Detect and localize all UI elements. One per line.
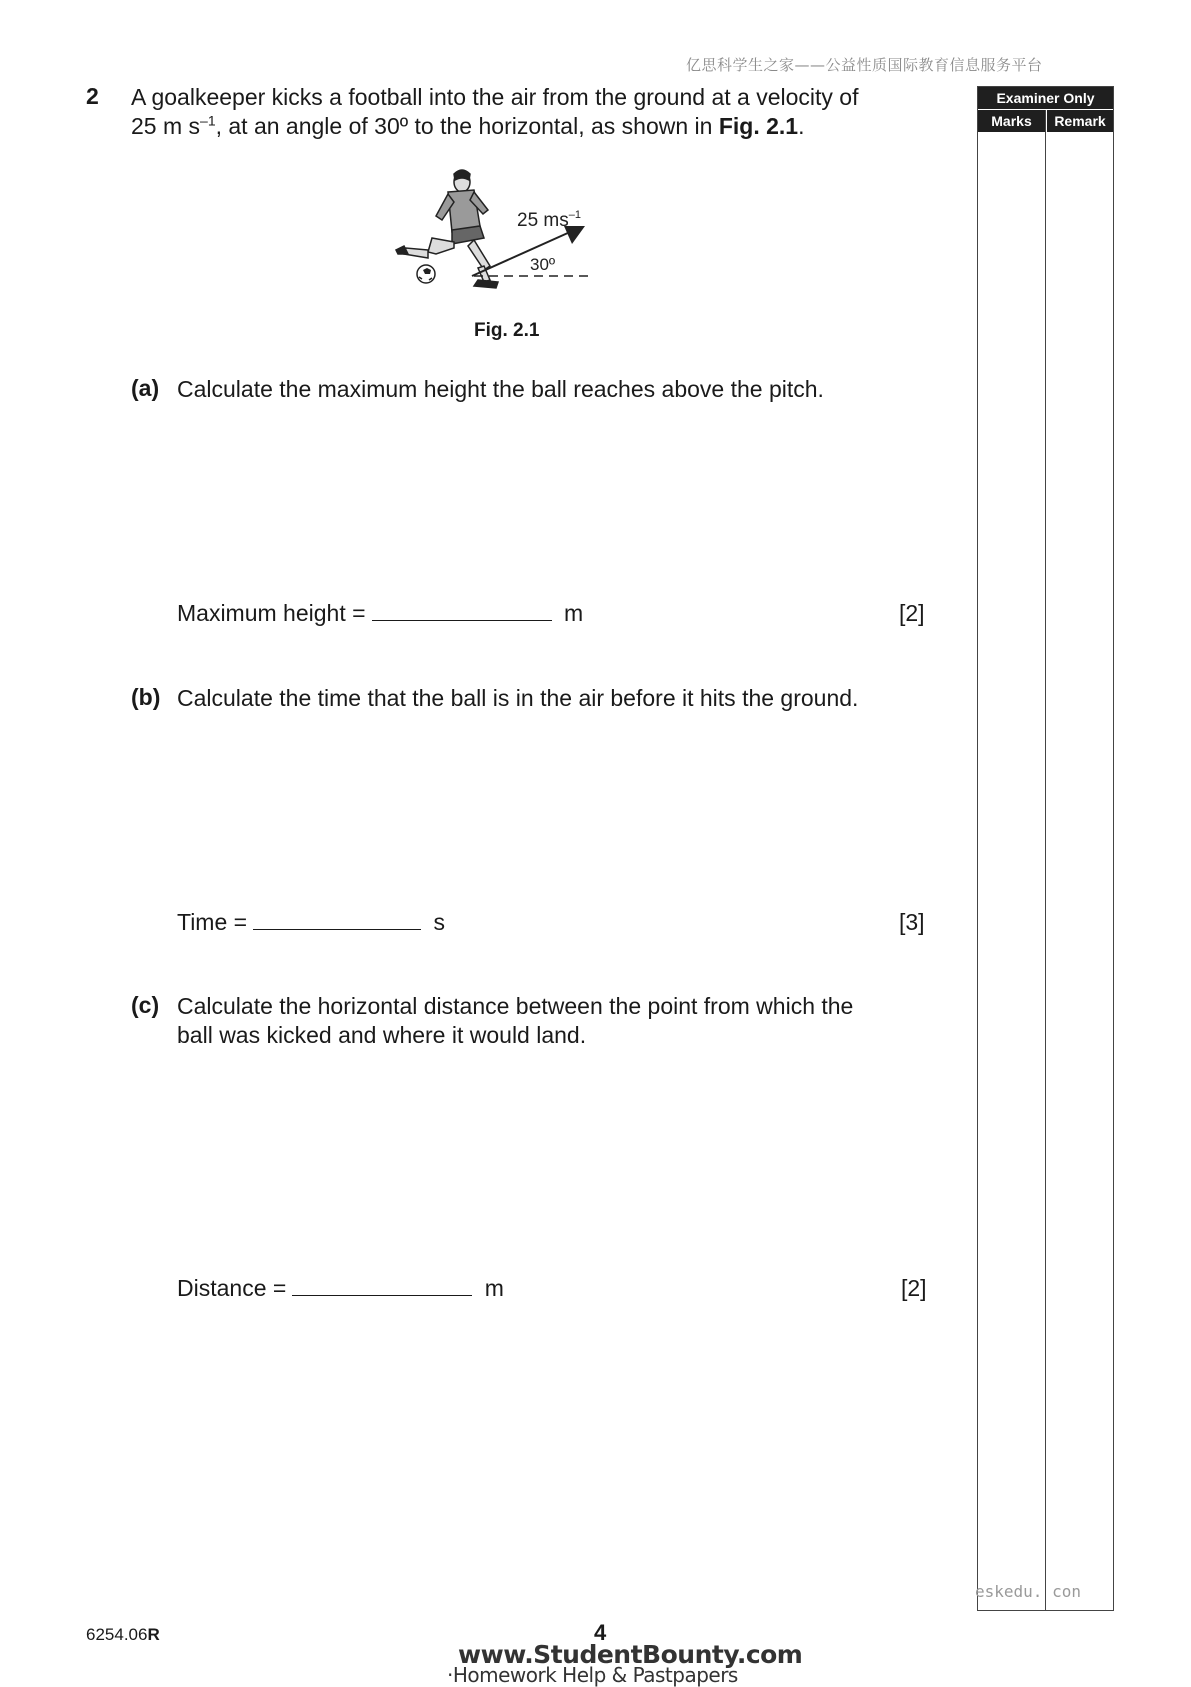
football-icon — [417, 265, 435, 283]
paper-code — [86, 1625, 160, 1645]
part-a-text: Calculate the maximum height the ball reaches above the pitch. — [177, 376, 824, 402]
remark-header: Remark — [1047, 110, 1113, 132]
answer-label: Time = — [177, 909, 248, 935]
watermark: eskedu. con — [975, 1582, 1081, 1601]
angle-text: , at an angle of 30º to the horizontal, as shown in — [215, 113, 719, 139]
answer-unit: s — [433, 909, 445, 935]
page-number: 4 — [594, 1620, 607, 1645]
part-c-text-line1: Calculate the horizontal distance between the point from which the — [177, 993, 854, 1019]
goalkeeper-kick-figure — [370, 160, 650, 310]
figure-caption: Fig. 2.1 — [474, 320, 540, 341]
question-text-line1: A goalkeeper kicks a football into the air from the ground at a velocity of — [131, 84, 859, 110]
velocity-text: 25 m s — [131, 113, 201, 139]
velocity-arrow — [472, 232, 570, 276]
answer-blank[interactable] — [372, 602, 552, 621]
answer-blank[interactable] — [292, 1277, 472, 1296]
part-c-text — [177, 992, 853, 1050]
brand-tagline: ·Homework Help & Pastpapers — [447, 1663, 738, 1687]
question-text-line2 — [131, 112, 951, 141]
marks-header: Marks — [978, 110, 1045, 132]
brand-url[interactable]: www.StudentBounty.com — [458, 1640, 803, 1669]
paper-code-suffix: R — [147, 1625, 160, 1644]
question-number: 2 — [86, 83, 99, 109]
examiner-column — [977, 86, 1114, 1611]
examiner-only-header: Examiner Only — [978, 87, 1113, 109]
answer-unit: m — [484, 1275, 504, 1301]
velocity-exponent: –1 — [200, 112, 216, 129]
answer-blank[interactable] — [253, 911, 421, 930]
part-c-text-line2: ball was kicked and where it would land. — [177, 1022, 587, 1048]
sentence-end: . — [798, 113, 805, 139]
part-b-marks: [3] — [899, 909, 925, 935]
part-a-label: (a) — [131, 375, 160, 401]
angle-label: 30º — [530, 255, 556, 274]
part-b-answer-line — [177, 909, 445, 936]
figure-reference: Fig. 2.1 — [718, 113, 799, 139]
part-c-label: (c) — [131, 992, 160, 1018]
answer-unit: m — [563, 600, 584, 626]
part-b-text: Calculate the time that the ball is in the air before it hits the ground. — [177, 685, 859, 711]
paper-code-number: 6254.06 — [86, 1625, 148, 1644]
column-divider — [1045, 110, 1046, 1610]
part-c-answer-line — [177, 1275, 504, 1302]
platform-header: 亿思科学生之家——公益性质国际教育信息服务平台 — [686, 56, 1043, 74]
part-a-answer-line — [177, 600, 583, 627]
part-a-marks: [2] — [899, 600, 925, 626]
answer-label: Distance = — [177, 1275, 287, 1301]
velocity-label: 25 $ms^{-1}$ — [517, 209, 581, 231]
answer-label: Maximum height = — [177, 600, 366, 626]
part-c-marks: [2] — [901, 1275, 927, 1301]
question-text — [131, 83, 951, 141]
part-b-label: (b) — [131, 684, 161, 710]
